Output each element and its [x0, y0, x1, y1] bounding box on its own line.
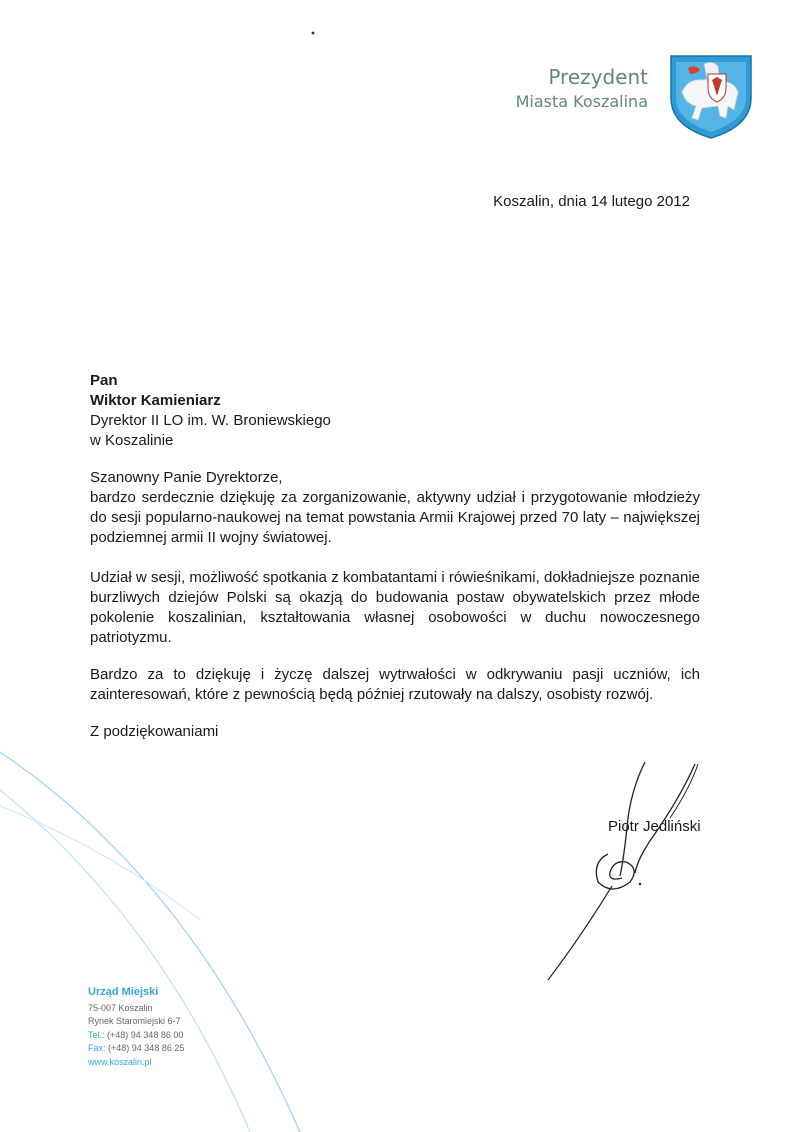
recipient-position: Dyrektor II LO im. W. Broniewskiego	[90, 412, 331, 429]
footer-website-link[interactable]: www.koszalin.pl	[88, 1056, 152, 1067]
recipient-location: w Koszalinie	[90, 432, 174, 449]
footer-fax-value: (+48) 94 348 86 25	[108, 1043, 185, 1054]
footer-contact	[88, 986, 184, 1070]
footer-tel-value: (+48) 94 348 86 00	[107, 1029, 184, 1040]
recipient-salutation: Pan	[90, 372, 118, 389]
decor-arc-3	[0, 806, 200, 920]
footer-tel	[88, 1029, 184, 1043]
letterhead-title-line1: Prezydent	[548, 65, 648, 89]
letter-paragraph-3: Bardzo za to dziękuję i życzę dalszej wytrwałości w odkrywaniu pasji uczniów, ich zainteresowań, które z pewnością będą później rzutowały na dalszy, osobisty rozwój.	[90, 666, 700, 703]
footer-street: Rynek Staromiejski 6-7	[88, 1016, 181, 1027]
letter-paragraph-2: Udział w sesji, możliwość spotkania z kombatantami i rówieśnikami, dokładniejsze poznanie burzliwych dziejów Polski są okazją do budowania postaw obywatelskich przez młode pokolenie koszalinian, kształtowania własnej osobowości w duchu nowoczesnego patriotyzmu.	[90, 569, 700, 646]
footer-fax-label: Fax:	[88, 1043, 106, 1054]
letter-greeting: Szanowny Panie Dyrektorze,	[90, 469, 283, 486]
letterhead-title-line2: Miasta Koszalina	[515, 92, 648, 111]
letterhead-title	[516, 64, 648, 114]
handwritten-signature	[540, 758, 710, 988]
footer-org: Urząd Miejski	[88, 986, 159, 998]
date-line: Koszalin, dnia 14 lutego 2012	[493, 193, 690, 210]
signer-name: Piotr Jedliński	[608, 818, 701, 835]
recipient-address	[90, 371, 700, 451]
greeting-block	[90, 468, 700, 548]
footer-fax	[88, 1042, 184, 1056]
letter-closing: Z podziękowaniami	[90, 723, 219, 740]
recipient-name: Wiktor Kamieniarz	[90, 392, 221, 409]
koszalin-coat-of-arms-icon	[668, 52, 754, 140]
footer-tel-label: Tel.:	[88, 1029, 105, 1040]
footer-postal: 75-007 Koszalin	[88, 1002, 153, 1013]
scan-dot	[312, 32, 315, 35]
decor-arc-2	[0, 790, 250, 1132]
decor-arc-1	[0, 752, 300, 1132]
letter-paragraph-1: bardzo serdecznie dziękuję za zorganizowanie, aktywny udział i przygotowanie młodzieży do sesji popularno-naukowej na temat powstania Armii Krajowej przed 70 laty – największej podziemnej armii II wojny światowej.	[90, 489, 700, 546]
